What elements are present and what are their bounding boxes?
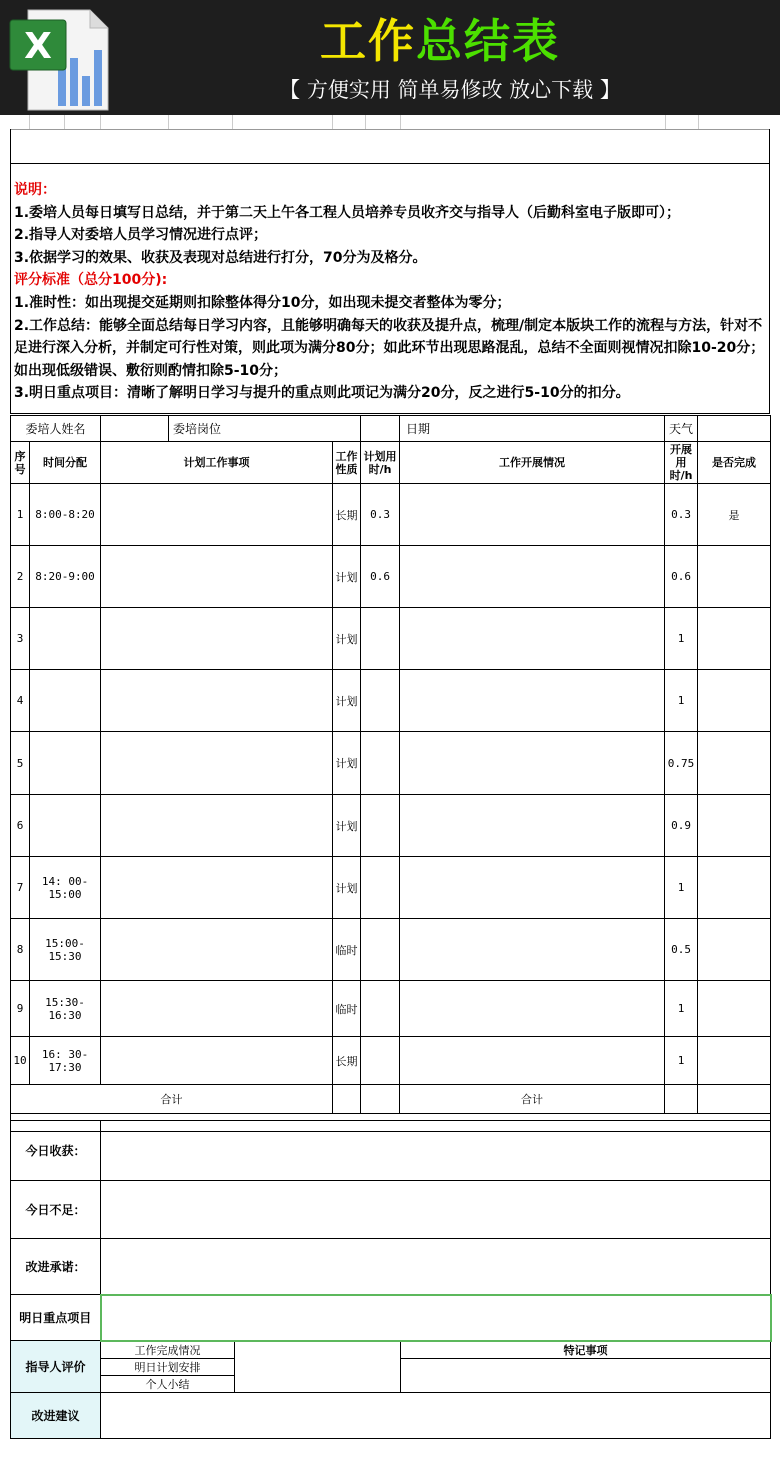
row-time: [30, 795, 101, 857]
mentor-label: 指导人评价: [11, 1341, 101, 1393]
row-plan-hours: 0.3: [361, 484, 400, 546]
row-time: 15:00-15:30: [30, 919, 101, 981]
advice-label: 改进建议: [11, 1392, 101, 1438]
row-done: [698, 732, 771, 795]
total-right-label: 合计: [400, 1085, 665, 1114]
mentor-item: 工作完成情况: [101, 1341, 235, 1359]
row-progress[interactable]: [400, 608, 665, 670]
row-plan-hours: [361, 608, 400, 670]
row-actual-hours: 0.6: [665, 546, 698, 608]
row-nature: 临时: [333, 981, 361, 1037]
row-plan[interactable]: [101, 1037, 333, 1085]
total-left-label: 合计: [11, 1085, 333, 1114]
header-time: 时间分配: [30, 442, 101, 484]
row-nature: 计划: [333, 795, 361, 857]
row-plan-hours: [361, 1037, 400, 1085]
row-done: 是: [698, 484, 771, 546]
row-progress[interactable]: [400, 981, 665, 1037]
row-nature: 计划: [333, 608, 361, 670]
table-row: [11, 732, 771, 795]
note-line: 1.委培人员每日填写日总结，并于第二天上午各工程人员培养专员收齐交与指导人（后勤科室电子版即可）；: [14, 204, 681, 221]
advice-field[interactable]: [101, 1392, 771, 1438]
row-time: [30, 732, 101, 795]
row-nature: 计划: [333, 732, 361, 795]
row-progress[interactable]: [400, 546, 665, 608]
page-title: [0, 14, 780, 68]
header-nature: 工作性质: [333, 442, 361, 484]
row-plan[interactable]: [101, 670, 333, 732]
row-progress[interactable]: [400, 484, 665, 546]
table-row: [11, 795, 771, 857]
table-row: [11, 919, 771, 981]
weather-field[interactable]: [698, 416, 771, 442]
summary-table: [10, 1120, 772, 1439]
total-nature: [333, 1085, 361, 1114]
table-row: [11, 484, 771, 546]
shortfall-field[interactable]: [101, 1181, 771, 1239]
row-time: [30, 608, 101, 670]
row-plan[interactable]: [101, 732, 333, 795]
row-plan[interactable]: [101, 981, 333, 1037]
row-actual-hours: 0.75: [665, 732, 698, 795]
row-actual-hours: 1: [665, 608, 698, 670]
row-actual-hours: 1: [665, 981, 698, 1037]
row-progress[interactable]: [400, 732, 665, 795]
svg-text:X: X: [24, 26, 52, 67]
row-plan[interactable]: [101, 857, 333, 919]
row-plan[interactable]: [101, 608, 333, 670]
table-row: [11, 608, 771, 670]
post-field[interactable]: [361, 416, 400, 442]
promise-field[interactable]: [101, 1239, 771, 1295]
header-banner: [0, 0, 780, 115]
row-seq: 10: [11, 1037, 30, 1085]
header-progress: 工作开展情况: [400, 442, 665, 484]
header-seq: 序号: [11, 442, 30, 484]
row-time: 16: 30-17:30: [30, 1037, 101, 1085]
mentor-comment-field[interactable]: [235, 1341, 401, 1393]
row-nature: 计划: [333, 670, 361, 732]
row-done: [698, 670, 771, 732]
row-plan[interactable]: [101, 795, 333, 857]
row-nature: 计划: [333, 857, 361, 919]
row-seq: 9: [11, 981, 30, 1037]
shortfall-label: 今日不足：: [11, 1181, 101, 1239]
blank-title-row: [10, 129, 770, 164]
name-field[interactable]: [101, 416, 169, 442]
score-line: 2.工作总结：能够全面总结每日学习内容，且能够明确每天的收获及提升点，梳理/制定本版块工作的流程与方法，针对不足进行深入分析，并制定可行性对策，则此项为满分80分；如此环节出现思路混乱，总结不全面则视情况扣除10-20分；如出现低级错误、敷衍则酌情扣除5-10分；: [14, 317, 765, 379]
notes-heading: 说明：: [14, 182, 56, 198]
row-done: [698, 981, 771, 1037]
row-seq: 5: [11, 732, 30, 795]
tomorrow-label: 明日重点项目: [11, 1295, 101, 1341]
row-progress[interactable]: [400, 670, 665, 732]
row-seq: 2: [11, 546, 30, 608]
header-plan: 计划工作事项: [101, 442, 333, 484]
row-done: [698, 795, 771, 857]
row-plan[interactable]: [101, 484, 333, 546]
row-plan-hours: [361, 857, 400, 919]
row-actual-hours: 1: [665, 1037, 698, 1085]
totals-row: [11, 1085, 771, 1114]
row-time: 8:20-9:00: [30, 546, 101, 608]
title-part-1: 工作: [320, 14, 416, 68]
row-done: [698, 857, 771, 919]
score-line: 1.准时性：如出现提交延期则扣除整体得分10分，如出现未提交者整体为零分；: [14, 294, 511, 311]
row-seq: 3: [11, 608, 30, 670]
row-actual-hours: 0.9: [665, 795, 698, 857]
row-plan-hours: [361, 981, 400, 1037]
gain-field[interactable]: [101, 1121, 771, 1181]
table-row: [11, 981, 771, 1037]
date-label: [400, 416, 665, 442]
header-plan-hours: 计划用时/h: [361, 442, 400, 484]
row-plan-hours: [361, 732, 400, 795]
row-seq: 4: [11, 670, 30, 732]
row-time: 14: 00-15:00: [30, 857, 101, 919]
weather-label: 天气: [665, 416, 698, 442]
row-plan-hours: [361, 795, 400, 857]
table-row: [11, 670, 771, 732]
row-seq: 8: [11, 919, 30, 981]
row-nature: 长期: [333, 484, 361, 546]
name-label: 委培人姓名: [11, 416, 101, 442]
row-seq: 6: [11, 795, 30, 857]
header-done: 是否完成: [698, 442, 771, 484]
column-strip: [10, 115, 770, 130]
score-heading: 评分标准（总分100分):: [14, 272, 168, 289]
row-plan-hours: [361, 670, 400, 732]
table-row: [11, 546, 771, 608]
mentor-item: 明日计划安排: [101, 1358, 235, 1375]
row-actual-hours: 1: [665, 857, 698, 919]
row-actual-hours: 1: [665, 670, 698, 732]
total-plan-hours: [361, 1085, 400, 1114]
work-table: [10, 415, 771, 1132]
row-seq: 1: [11, 484, 30, 546]
row-done: [698, 919, 771, 981]
row-plan[interactable]: [101, 546, 333, 608]
row-progress[interactable]: [400, 1037, 665, 1085]
row-time: 15:30-16:30: [30, 981, 101, 1037]
row-progress[interactable]: [400, 795, 665, 857]
score-line: 3.明日重点项目：清晰了解明日学习与提升的重点则此项记为满分20分，反之进行5-10分的扣分。: [14, 385, 630, 402]
total-done: [698, 1085, 771, 1114]
row-progress[interactable]: [400, 919, 665, 981]
instructions-box: [10, 163, 770, 414]
special-label: 特记事项: [401, 1341, 771, 1359]
row-actual-hours: 0.5: [665, 919, 698, 981]
table-row: [11, 857, 771, 919]
row-done: [698, 608, 771, 670]
row-plan-hours: 0.6: [361, 546, 400, 608]
row-nature: 长期: [333, 1037, 361, 1085]
row-nature: 计划: [333, 546, 361, 608]
promise-label: 改进承诺：: [11, 1239, 101, 1295]
row-time: [30, 670, 101, 732]
gain-label: 今日收获：: [11, 1121, 101, 1181]
post-label: [169, 416, 361, 442]
special-field[interactable]: [401, 1358, 771, 1392]
row-plan-hours: [361, 919, 400, 981]
post-label-text: 委培岗位: [173, 422, 222, 436]
table-row: [11, 1037, 771, 1085]
tomorrow-field[interactable]: [101, 1295, 771, 1341]
title-part-2: 总结表: [416, 14, 560, 68]
row-done: [698, 1037, 771, 1085]
date-label-text: 日期: [406, 422, 431, 436]
row-done: [698, 546, 771, 608]
row-actual-hours: 0.3: [665, 484, 698, 546]
row-progress[interactable]: [400, 857, 665, 919]
note-line: 3.依据学习的效果、收获及表现对总结进行打分，70分为及格分。: [14, 249, 427, 266]
row-time: 8:00-8:20: [30, 484, 101, 546]
note-line: 2.指导人对委培人员学习情况进行点评；: [14, 227, 268, 244]
row-plan[interactable]: [101, 919, 333, 981]
row-seq: 7: [11, 857, 30, 919]
subtitle: 【 方便实用 简单易修改 放心下载 】: [279, 78, 621, 102]
row-nature: 临时: [333, 919, 361, 981]
worksheet: [0, 115, 780, 1466]
total-actual-hours: [665, 1085, 698, 1114]
header-actual-hours: 开展用时/h: [665, 442, 698, 484]
mentor-item: 个人小结: [101, 1375, 235, 1392]
